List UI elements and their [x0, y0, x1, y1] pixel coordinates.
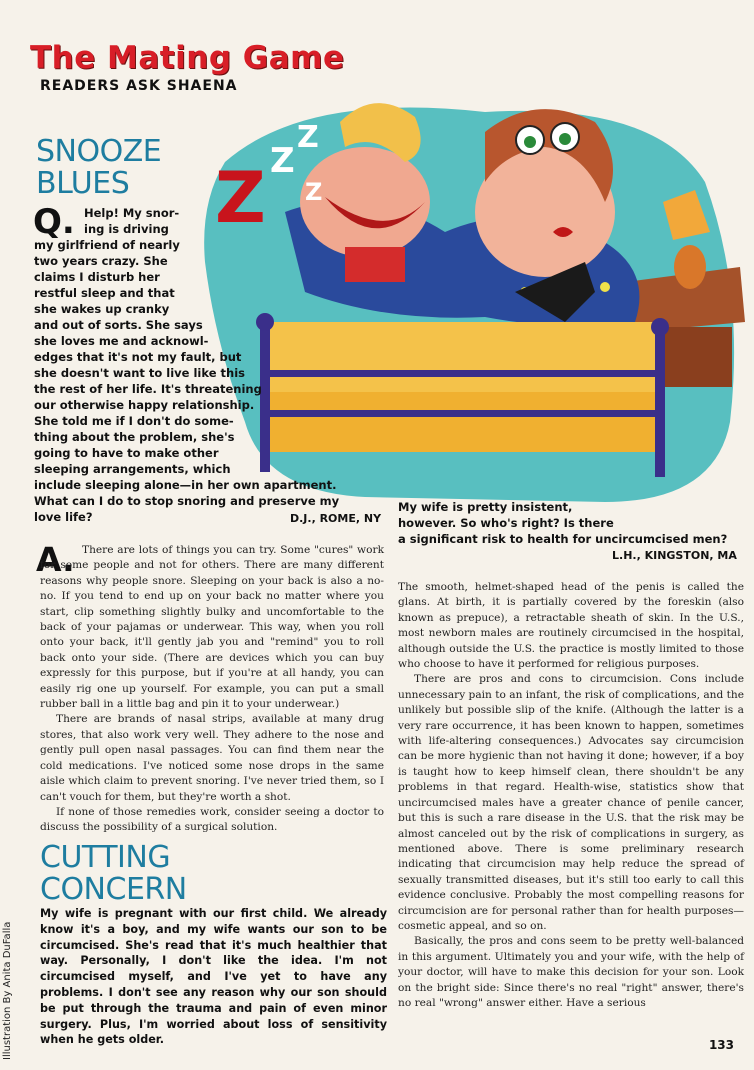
snooze-answer-body	[40, 543, 384, 836]
column-kicker: READERS ASK SHAENA	[40, 78, 238, 94]
question-signature: D.J., ROME, NY	[290, 512, 382, 525]
question-line: include sleeping alone—in her own apartment.	[34, 478, 337, 492]
question-line: ing is driving	[84, 222, 169, 236]
question-signature: L.H., KINGSTON, MA	[612, 549, 737, 562]
snooze-blues-headline: SNOOZE BLUES	[36, 134, 162, 201]
question-line: thing about the problem, she's	[34, 430, 235, 444]
question-line: She told me if I don't do some-	[34, 414, 234, 428]
illustration-credit: Illustration By Anita DuFalla	[2, 921, 13, 1060]
svg-text:Z: Z	[215, 157, 266, 239]
answer-paragraph: There are brands of nasal strips, available at many drug stores, that also work very well. They adhere to the nose and gently pull open nasal passages. You can find them near the cold medications. I've noticed some nose drops in the same aisle which claim to prevent snoring. I've never tried them, so I can't vouch for them, but they're worth a shot.	[40, 713, 384, 803]
question-line: claims I disturb her	[34, 270, 160, 284]
question-line: she loves me and acknowl-	[34, 334, 209, 348]
question-line: edges that it's not my fault, but	[34, 350, 242, 364]
svg-text:Z: Z	[305, 178, 323, 206]
question-line: What can I do to stop snoring and preserve my	[34, 494, 340, 508]
question-line: she doesn't want to live like this	[34, 366, 245, 380]
answer-paragraph: There are pros and cons to circumcision. Cons include unnecessary pain to an infant, the risk of complications, and the unlikely but possible slip of the knife. (Although the latter is a very rare occurrence, it has been known to happen, sometimes with life-altering consequences.) Advocates say circumcision can be more hygienic than not having it done; however, if a boy is taught how to keep himself clean, there shouldn't be any problems in that regard. Health-wise, statistics show that uncircumcised males have a greater chance of penile cancer, but this is such a rare disease in the U.S. that the risk may be almost canceled out by the risk of complications in surgery, as mentioned above. There is some preliminary research indicating that circumcision may help reduce the spread of sexually transmitted diseases, but it's still too early to call this evidence conclusive. Probably the most compelling reasons for circumcision are for personal rather than for health purposes—cosmetic appeal, and so on.	[398, 673, 744, 932]
answer-drop-cap: A.	[36, 540, 75, 579]
question-line: two years crazy. She	[34, 254, 168, 268]
question-line: restful sleep and that	[34, 286, 175, 300]
question-drop-cap: Q.	[33, 202, 75, 242]
masthead-title: The Mating Game	[30, 40, 345, 76]
snoring-couple-illustration	[185, 92, 745, 512]
circumcision-question-continued: My wife is pretty insistent, however. So who's right? Is there a significant risk to health for uncircumcised men?	[398, 500, 728, 546]
cutting-concern-headline: CUTTING CONCERN	[40, 840, 187, 907]
page-number: 133	[708, 1038, 734, 1052]
answer-paragraph: Basically, the pros and cons seem to be pretty well-balanced in this argument. Ultimately you and your wife, with the help of your doctor, will have to make this decision for your son. Look on the bright side: Since there's no real "right" answer, there's no real "wrong" answer either. Have a serious	[398, 935, 744, 1009]
question-line: going to have to make other	[34, 446, 219, 460]
circumcision-answer-body	[398, 580, 744, 1011]
question-line: Help! My snor-	[84, 206, 180, 220]
question-line: sleeping arrangements, which	[34, 462, 231, 476]
svg-text:Z: Z	[270, 141, 295, 181]
answer-paragraph: The smooth, helmet-shaped head of the penis is called the glans. At birth, it is partially covered by the foreskin (also known as prepuce), a retractable sheath of skin. In the U.S., most newborn males are routinely circumcised in the hospital, although outside the U.S. the practice is mostly limited to those who choose to have it performed for religious purposes.	[398, 581, 744, 671]
question-line: our otherwise happy relationship.	[34, 398, 255, 412]
question-line: love life?	[34, 510, 93, 524]
question-line: my girlfriend of nearly	[34, 238, 180, 252]
svg-text:Z: Z	[297, 120, 319, 155]
question-line: the rest of her life. It's threatening	[34, 382, 262, 396]
answer-paragraph: If none of those remedies work, consider seeing a doctor to discuss the possibility of a surgical solution.	[40, 805, 384, 834]
circumcision-question: My wife is pregnant with our first child. We already know it's a boy, and my wife wants our son to be circumcised. She's read that it's much healthier that way. Personally, I don't like the idea. I'm not circumcised myself, and I've yet to have any problems. I don't see any reason why our son should be put through the trauma and pain of even minor surgery. Plus, I'm worried about loss of sensitivity when he gets older.	[40, 907, 387, 1047]
question-line: she wakes up cranky	[34, 302, 170, 316]
question-line: and out of sorts. She says	[34, 318, 203, 332]
answer-paragraph: There are lots of things you can try. Some "cures" work for some people and not for others. There are many different reasons why people snore. Sleeping on your back is also a no-no. If you tend to end up on your back no matter where you start, clip something slightly bulky and uncomfortable to the back of your pajamas or underwear. This way, when you roll onto your back, it'll gently jab you and "remind" you to roll back onto your side. (There are devices which you can buy expressly for this purpose, but if you're at all handy, you can easily rig one up yourself. For example, you can put a small rubber ball in a little bag and pin it to your underwear.)	[40, 544, 384, 711]
